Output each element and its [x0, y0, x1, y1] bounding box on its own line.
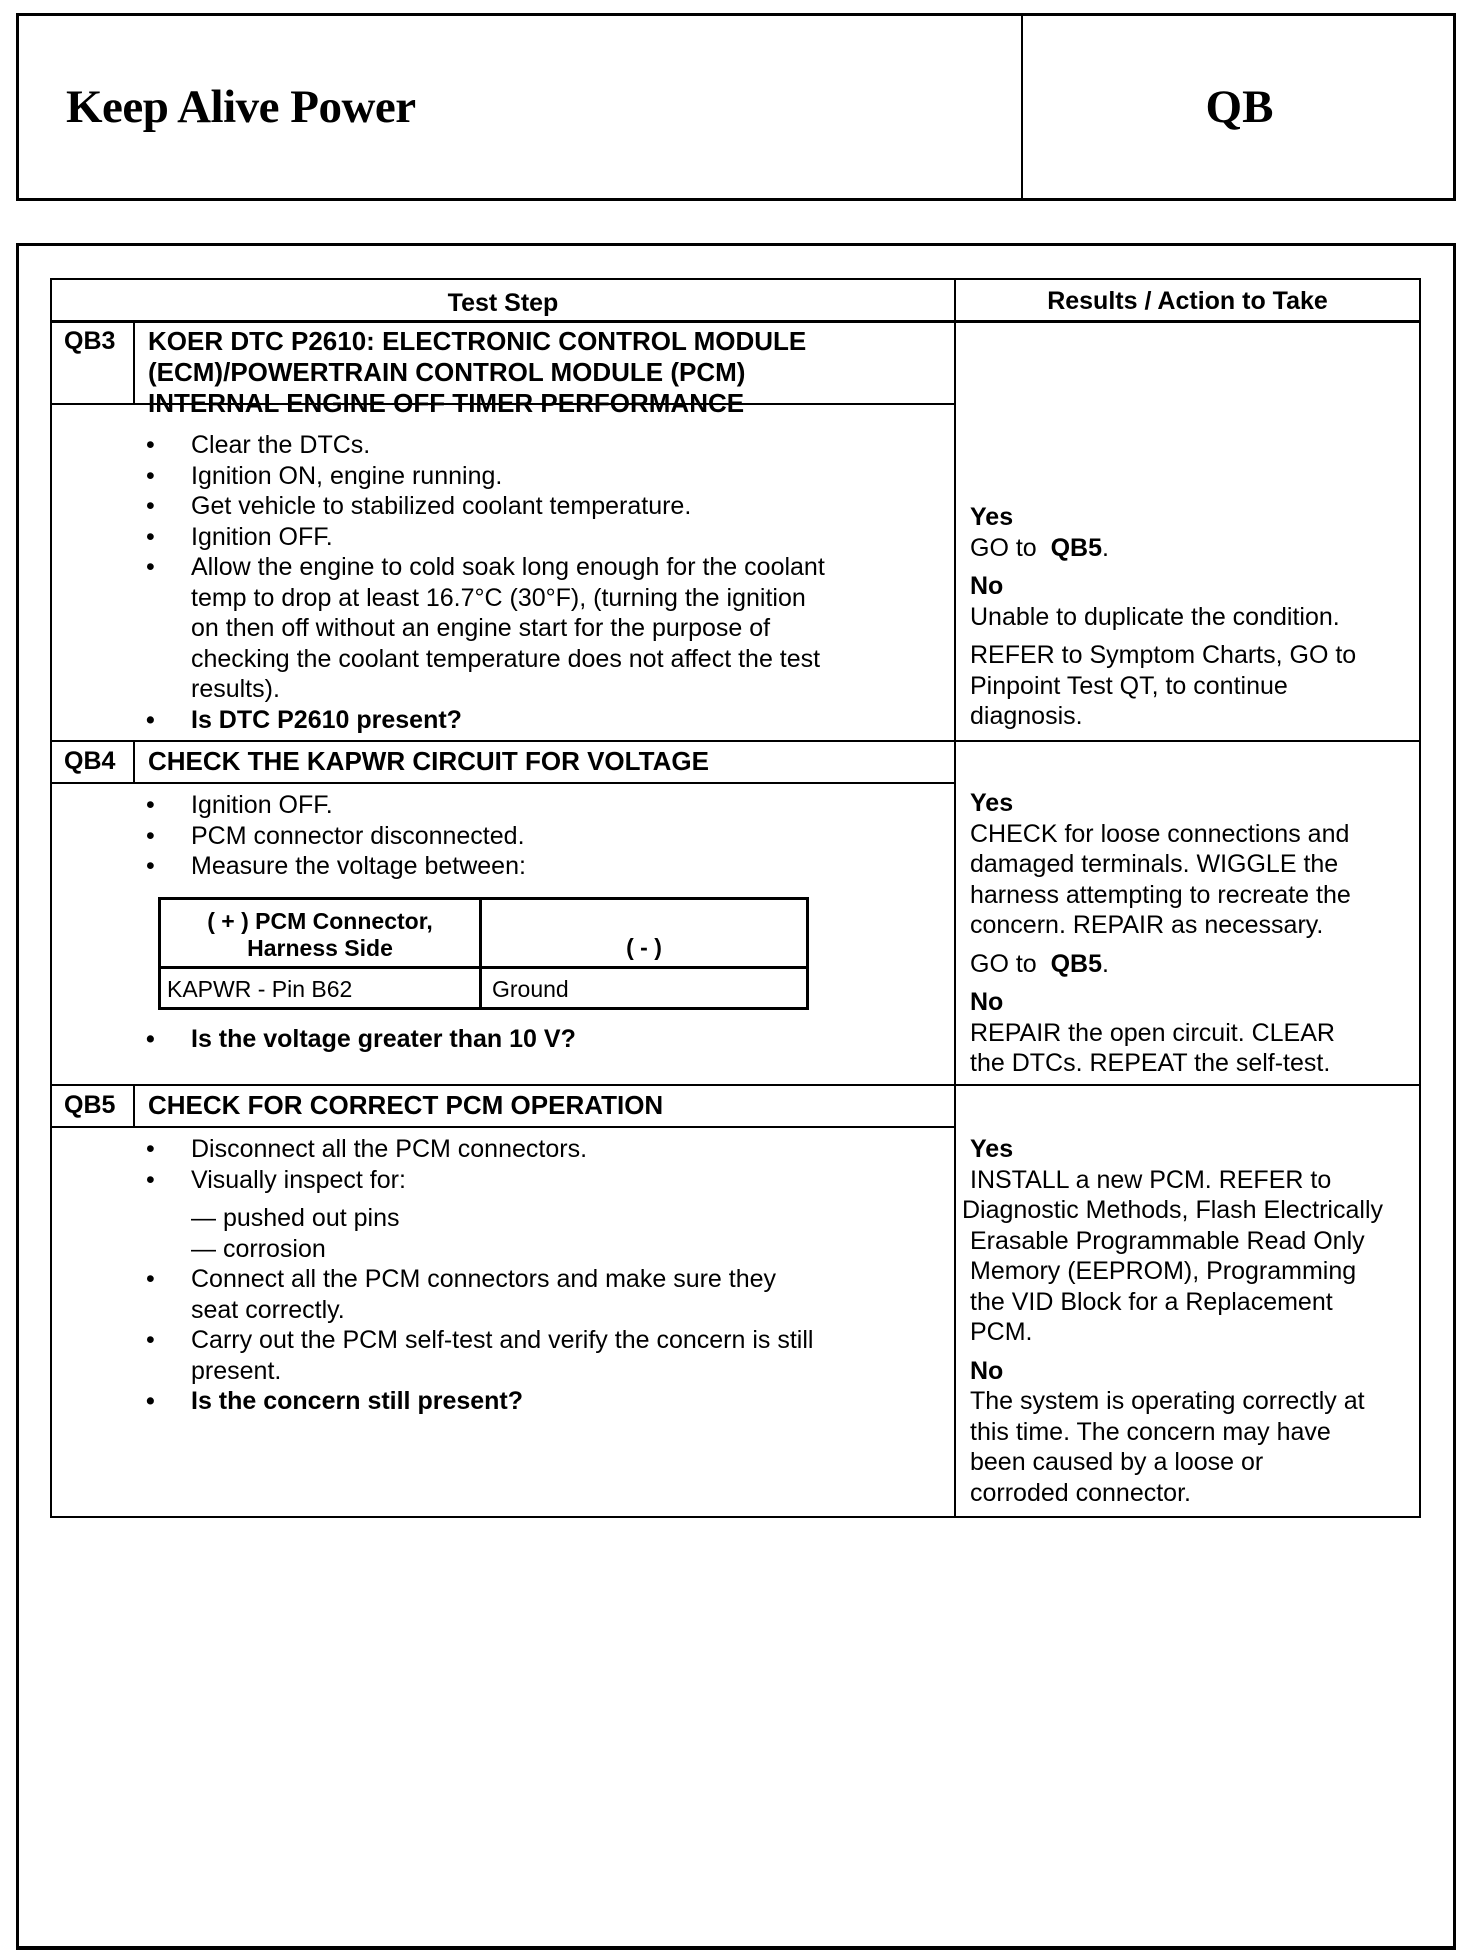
bullet-item: • PCM connector disconnected. [146, 821, 526, 852]
bullet-item: • Clear the DTCs. [146, 430, 825, 461]
bullet-item: • Carry out the PCM self-test and verify the concern is still present. [146, 1325, 813, 1386]
step-question: • Is the concern still present? [146, 1386, 813, 1417]
results-qb3 [970, 502, 1356, 732]
result-yes-line: concern. REPAIR as necessary. [970, 911, 1324, 939]
result-yes-label: Yes [970, 789, 1014, 817]
result-yes-label: Yes [970, 1135, 1014, 1163]
step-id-qb4: QB4 [64, 747, 116, 775]
result-yes-line: the VID Block for a Replacement [970, 1287, 1333, 1316]
result-no-line: REPAIR the open circuit. CLEAR [970, 1018, 1335, 1047]
result-no-line: Unable to duplicate the condition. [970, 602, 1340, 631]
result-yes-line: INSTALL a new PCM. REFER to [970, 1165, 1332, 1194]
step-row-border [52, 740, 1419, 742]
results-qb4 [970, 788, 1351, 1079]
bullet-item: • Visually inspect for: [146, 1165, 813, 1196]
result-no-label: No [970, 988, 1004, 1016]
measure-table [158, 897, 809, 1010]
result-no-line: corroded connector. [970, 1478, 1191, 1507]
result-no-line: been caused by a loose or [970, 1448, 1264, 1476]
result-no-line: the DTCs. REPEAT the self-test. [970, 1049, 1331, 1077]
measure-cell-positive: KAPWR - Pin B62 [167, 976, 353, 1002]
result-no-label: No [970, 572, 1004, 600]
result-no-line: this time. The concern may have [970, 1417, 1331, 1446]
result-no-line: The system is operating correctly at [970, 1387, 1365, 1415]
result-no-line: diagnosis. [970, 702, 1083, 730]
bullet-item: • Disconnect all the PCM connectors. [146, 1134, 813, 1165]
result-yes-line: Erasable Programmable Read Only [970, 1226, 1365, 1255]
bullet-item: • Ignition ON, engine running. [146, 461, 825, 492]
step-title-line: (ECM)/POWERTRAIN CONTROL MODULE (PCM) [148, 357, 746, 387]
step-title-qb4: CHECK THE KAPWR CIRCUIT FOR VOLTAGE [148, 746, 709, 776]
step-title-border [52, 1126, 954, 1128]
result-yes-action: GO to QB5. [970, 533, 1109, 562]
step-row-border [52, 1084, 1419, 1086]
section-code: QB [1205, 81, 1274, 133]
page-title: Keep Alive Power [66, 81, 416, 133]
result-yes-label: Yes [970, 503, 1014, 531]
result-yes-line: Memory (EEPROM), Programming [970, 1257, 1357, 1285]
step-id-qb5: QB5 [64, 1091, 116, 1119]
result-yes-line: CHECK for loose connections and [970, 819, 1350, 848]
step-body-qb5 [146, 1134, 813, 1417]
result-yes-line: Diagnostic Methods, Flash Electrically [962, 1196, 1383, 1224]
step-title-border [52, 782, 954, 784]
result-no-label: No [970, 1356, 1004, 1385]
bullet-item: • Ignition OFF. [146, 522, 825, 553]
step-title-qb5: CHECK FOR CORRECT PCM OPERATION [148, 1090, 664, 1120]
step-title-line: KOER DTC P2610: ELECTRONIC CONTROL MODULE [148, 326, 807, 356]
dash-item: — pushed out pins [191, 1204, 400, 1232]
measure-header-negative: ( - ) [626, 934, 662, 960]
results-qb5 [962, 1134, 1383, 1508]
bullet-item: • Allow the engine to cold soak long enough for the coolant temp to drop at least 16.7°C (30°F), (turning the ignition on then off without an engine start for the purpose of checking the coolant temperature does not affect the test results). [146, 552, 825, 705]
step-body-qb3 [146, 430, 825, 735]
diagnostic-table [50, 278, 1421, 1518]
bullet-item: • Connect all the PCM connectors and make sure they seat correctly. [146, 1264, 813, 1325]
step-id-divider [133, 740, 135, 783]
result-yes-line: harness attempting to recreate the [970, 880, 1351, 909]
column-divider [954, 280, 956, 1516]
step-title-qb3 [148, 326, 806, 419]
step-question-qb4 [146, 1024, 576, 1055]
result-no-line: Pinpoint Test QT, to continue [970, 671, 1288, 700]
measure-header-line: Harness Side [247, 935, 393, 961]
bullet-item: • Get vehicle to stabilized coolant temperature. [146, 491, 825, 522]
measure-header-line: ( + ) PCM Connector, [207, 908, 433, 934]
column-header-results: Results / Action to Take [1047, 287, 1328, 315]
result-yes-line: PCM. [970, 1318, 1033, 1346]
dash-item: — corrosion [191, 1234, 326, 1263]
step-id-qb3: QB3 [64, 327, 116, 355]
column-header-test-step: Test Step [447, 289, 559, 317]
goto-link-qb5[interactable]: QB5 [1050, 533, 1102, 562]
result-no-line: REFER to Symptom Charts, GO to [970, 641, 1357, 669]
result-yes-goto: GO to QB5. [970, 949, 1109, 978]
step-id-divider [133, 320, 135, 404]
step-question: • Is the voltage greater than 10 V? [146, 1024, 576, 1055]
bullet-item: • Ignition OFF. [146, 790, 526, 821]
step-question: • Is DTC P2610 present? [146, 705, 825, 736]
measure-header-positive [161, 908, 479, 962]
measure-table-header-border [161, 966, 806, 969]
goto-link-qb5[interactable]: QB5 [1050, 949, 1102, 978]
header-row-border [52, 320, 1419, 323]
step-body-qb4 [146, 790, 526, 882]
step-title-line: INTERNAL ENGINE OFF TIMER PERFORMANCE [148, 388, 745, 418]
measure-cell-negative: Ground [492, 976, 569, 1002]
bullet-item: • Measure the voltage between: [146, 851, 526, 882]
step-id-divider [133, 1084, 135, 1127]
result-yes-line: damaged terminals. WIGGLE the [970, 850, 1339, 878]
